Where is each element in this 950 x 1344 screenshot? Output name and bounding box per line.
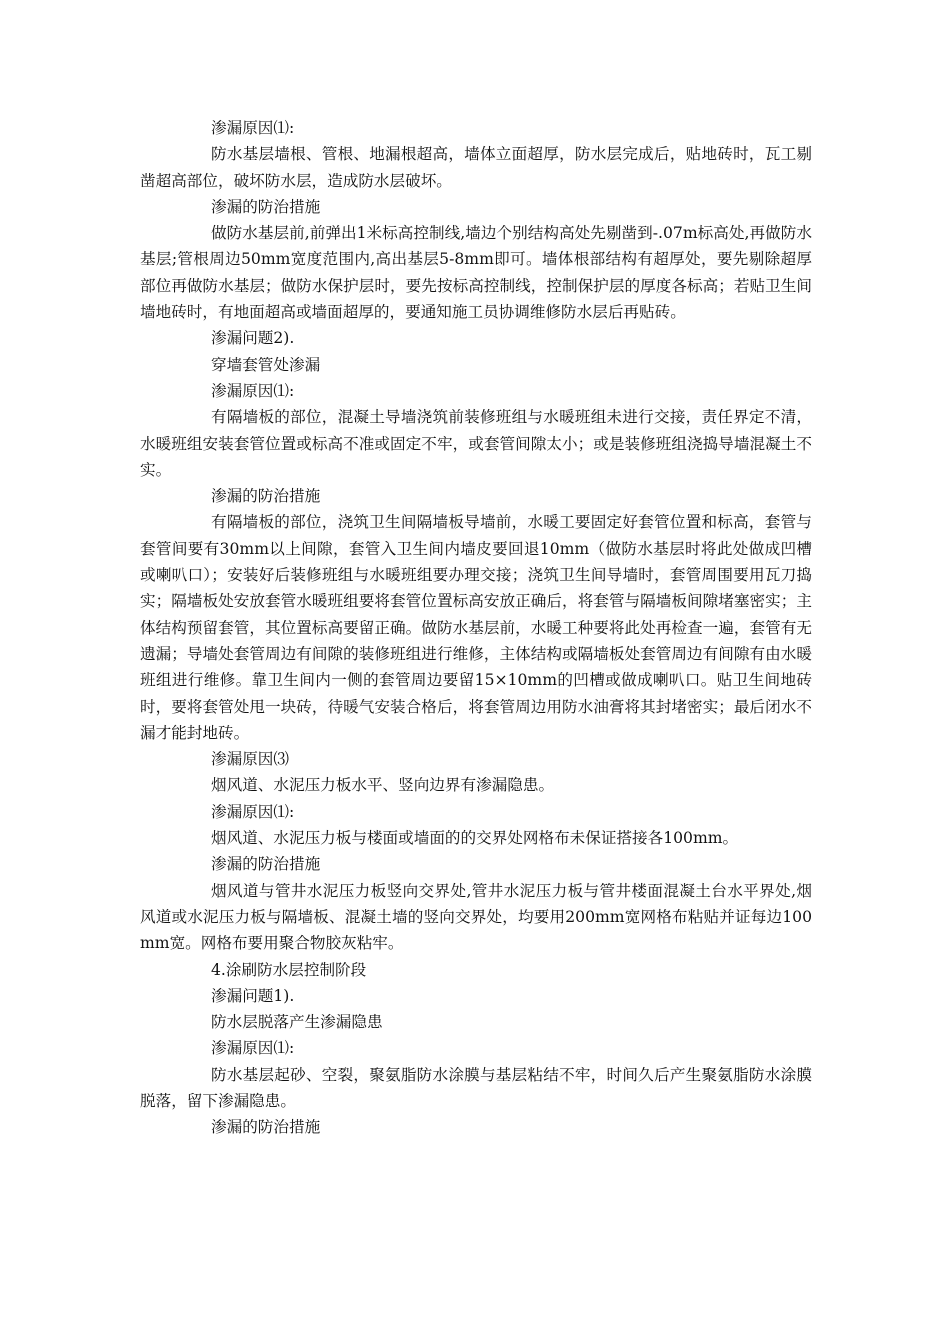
paragraph: 渗漏原因⑴:: [211, 381, 295, 400]
document-body: [140, 115, 812, 1141]
paragraph: 渗漏的防治措施: [211, 487, 321, 506]
paragraph: 有隔墙板的部位，浇筑卫生间隔墙板导墙前，水暖工要固定好套管位置和标高，套管与套管间要有30mm以上间隙，套管入卫生间内墙皮要回退10mm（做防水基层时将此处做成凹槽或喇叭口）；安装好后装修班组与水暖班组要办理交接；浇筑卫生间导墙时，套管周围要用瓦刀捣实；隔墙板处安放套管水暖班组要将套管位置标高安放正确后，将套管与隔墙板间隙堵塞密实；主体结构预留套管，其位置标高要留正确。做防水基层前，水暖工种要将此处再检查一遍，套管有无遗漏；导墙处套管周边有间隙的装修班组进行维修，主体结构或隔墙板处套管周边有间隙有由水暖班组进行维修。靠卫生间内一侧的套管周边要留15×10mm的凹槽或做成喇叭口。贴卫生间地砖时，要将套管处甩一块砖，待暖气安装合格后，将套管周边用防水油膏将其封堵密实；最后闭水不漏才能封地砖。: [140, 513, 812, 742]
paragraph: 烟风道与管井水泥压力板竖向交界处,管井水泥压力板与管井楼面混凝土台水平界处,烟风道或水泥压力板与隔墙板、混凝土墙的竖向交界处，均要用200mm宽网格布粘贴并证每边100mm宽。网格布要用聚合物胶灰粘牢。: [140, 881, 812, 953]
paragraph: 渗漏问题1).: [211, 986, 295, 1005]
paragraph: 渗漏的防治措施: [211, 855, 321, 874]
paragraph: 穿墙套管处渗漏: [211, 355, 321, 374]
paragraph: 渗漏问题2).: [211, 329, 295, 348]
paragraph: 渗漏原因⑴:: [211, 119, 295, 137]
paragraph: 渗漏原因⑶: [211, 750, 289, 769]
paragraph: 渗漏的防治措施: [211, 197, 321, 216]
paragraph: 烟风道、水泥压力板水平、竖向边界有渗漏隐患。: [211, 776, 555, 795]
paragraph: 有隔墙板的部位，混凝土导墙浇筑前装修班组与水暖班组未进行交接，责任界定不清，水暖班组安装套管位置或标高不准或固定不牢，或套管间隙太小；或是装修班组浇捣导墙混凝土不实。: [140, 408, 812, 479]
paragraph: 防水基层起砂、空裂，聚氨脂防水涂膜与基层粘结不牢，时间久后产生聚氨脂防水涂膜脱落，留下渗漏隐患。: [140, 1065, 812, 1110]
paragraph: 烟风道、水泥压力板与楼面或墙面的的交界处网格布未保证搭接各100mm。: [211, 829, 739, 848]
paragraph: 渗漏原因⑴:: [211, 1039, 295, 1058]
paragraph: 做防水基层前,前弹出1米标高控制线,墙边个别结构高处先剔凿到-.07m标高处,再做防水基层;管根周边50mm宽度范围内,高出基层5-8mm即可。墙体根部结构有超厚处，要先剔除超厚部位再做防水基层；做防水保护层时，要先按标高控制线，控制保护层的厚度各标高；若贴卫生间墙地砖时，有地面超高或墙面超厚的，要通知施工员协调维修防水层后再贴砖。: [140, 224, 812, 322]
paragraph: 防水基层墙根、管根、地漏根超高，墙体立面超厚，防水层完成后，贴地砖时，瓦工剔凿超高部位，破坏防水层，造成防水层破坏。: [140, 145, 812, 190]
paragraph: 渗漏原因⑴:: [211, 802, 295, 821]
paragraph: 防水层脱落产生渗漏隐患: [211, 1013, 383, 1032]
paragraph: 渗漏的防治措施: [211, 1118, 321, 1137]
paragraph: 4.涂刷防水层控制阶段: [211, 960, 367, 979]
